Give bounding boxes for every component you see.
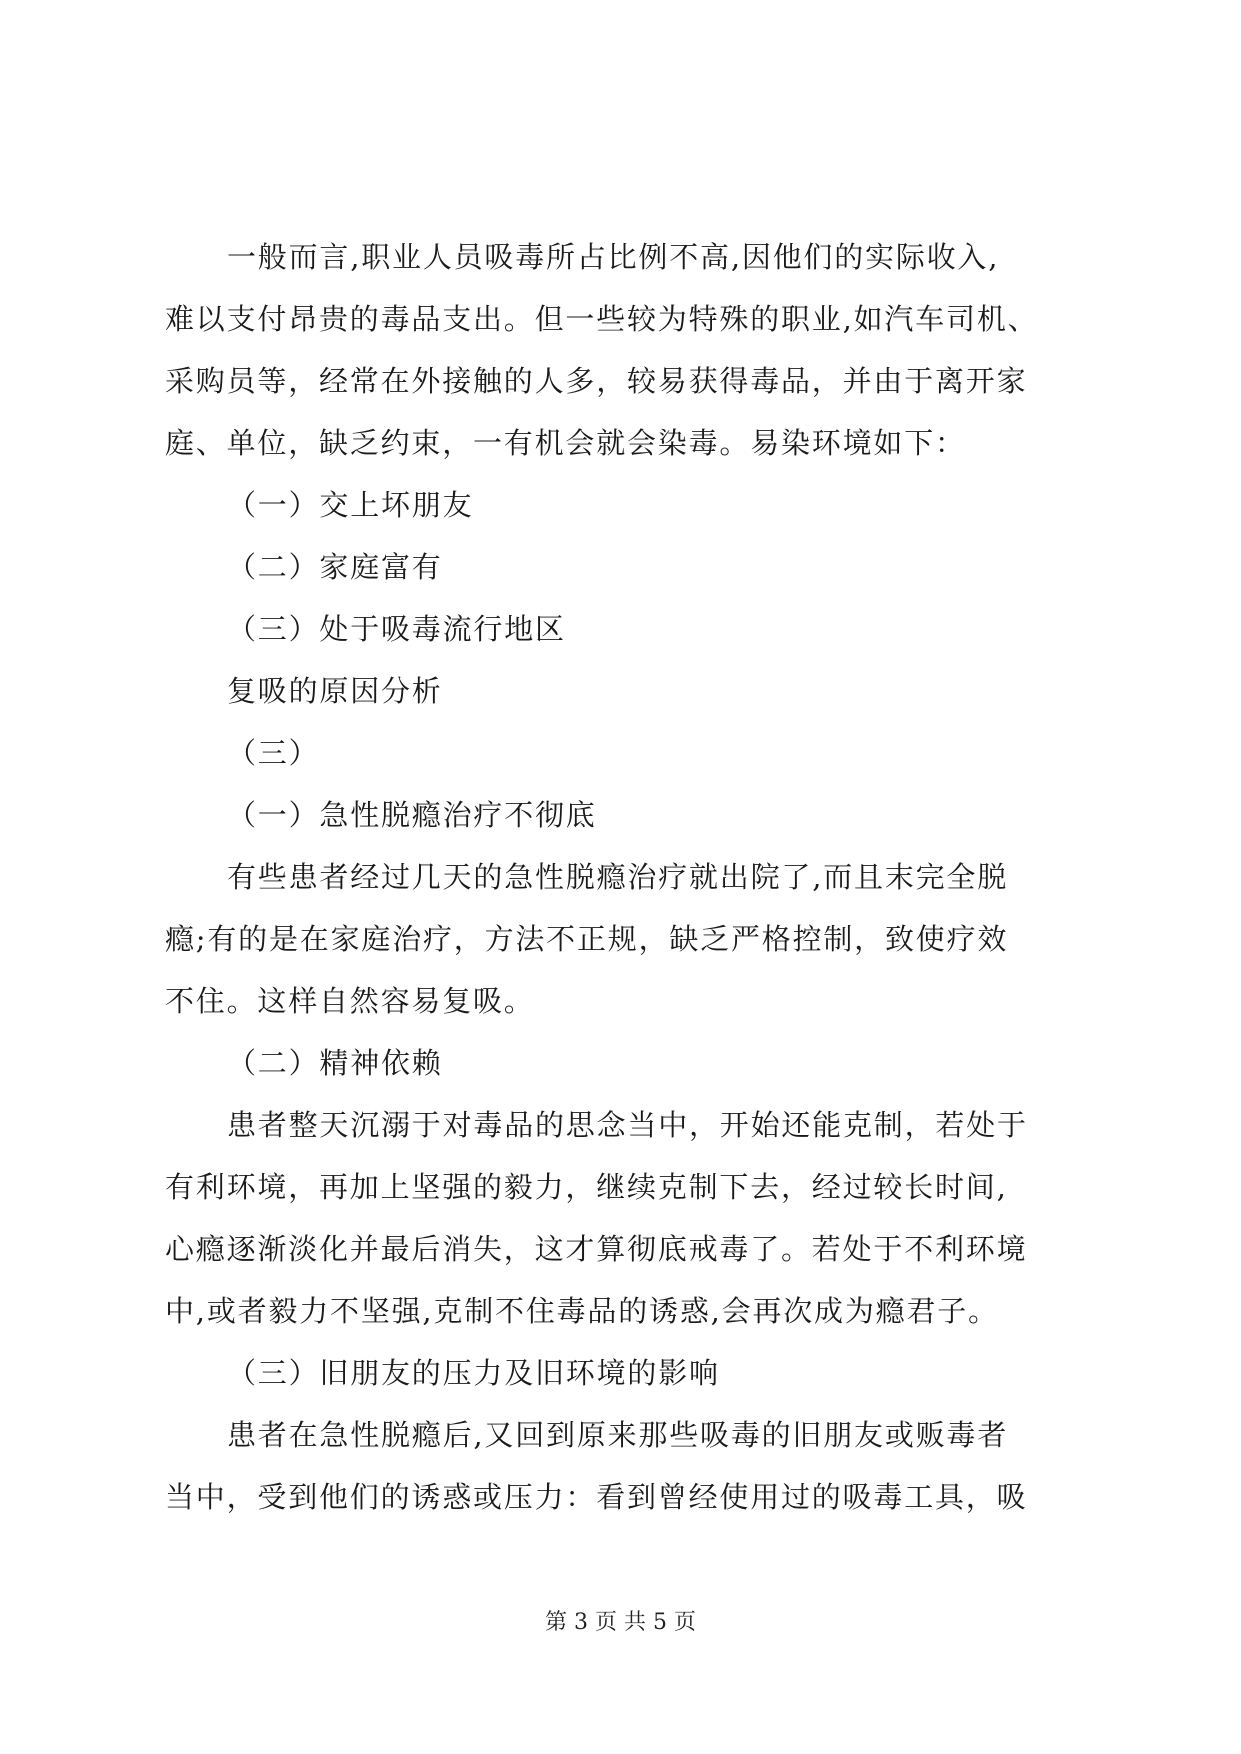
- document-body: [165, 226, 1080, 1528]
- text-line: 不住。这样自然容易复吸。: [165, 984, 535, 1018]
- list-item: （二）家庭富有: [227, 550, 443, 584]
- text-line: 一般而言,职业人员吸毒所占比例不高,因他们的实际收入,: [227, 240, 1000, 274]
- text-line: 心瘾逐渐淡化并最后消失，这才算彻底戒毒了。若处于不利环境: [165, 1232, 1028, 1266]
- text-line: 难以支付昂贵的毒品支出。但一些较为特殊的职业,如汽车司机、: [165, 302, 1039, 336]
- subsection-heading: （一）急性脱瘾治疗不彻底: [227, 798, 597, 832]
- text-line: 患者在急性脱瘾后,又回到原来那些吸毒的旧朋友或贩毒者: [227, 1418, 1009, 1452]
- text-line: 当中，受到他们的诱惑或压力：看到曾经使用过的吸毒工具，吸: [165, 1480, 1028, 1514]
- text-line: 庭、单位，缺乏约束，一有机会就会染毒。易染环境如下：: [165, 426, 966, 460]
- section-number: （三）: [227, 736, 320, 770]
- subsection-heading: （二）精神依赖: [227, 1046, 443, 1080]
- text-line: 瘾;有的是在家庭治疗，方法不正规，缺乏严格控制，致使疗效: [165, 922, 1009, 956]
- text-line: 有利环境，再加上坚强的毅力，继续克制下去，经过较长时间,: [165, 1170, 1008, 1204]
- section-heading: 复吸的原因分析: [227, 674, 443, 708]
- list-item: （一）交上坏朋友: [227, 488, 474, 522]
- list-item: （三）处于吸毒流行地区: [227, 612, 566, 646]
- text-line: 患者整天沉溺于对毒品的思念当中，开始还能克制，若处于: [227, 1108, 1028, 1142]
- page-number-footer: 第 3 页 共 5 页: [545, 1610, 696, 1635]
- text-line: 采购员等，经常在外接触的人多，较易获得毒品，并由于离开家: [165, 364, 1028, 398]
- subsection-heading: （三）旧朋友的压力及旧环境的影响: [227, 1356, 720, 1390]
- text-line: 有些患者经过几天的急性脱瘾治疗就出院了,而且末完全脱: [227, 860, 1009, 894]
- text-line: 中,或者毅力不坚强,克制不住毒品的诱惑,会再次成为瘾君子。: [165, 1294, 999, 1328]
